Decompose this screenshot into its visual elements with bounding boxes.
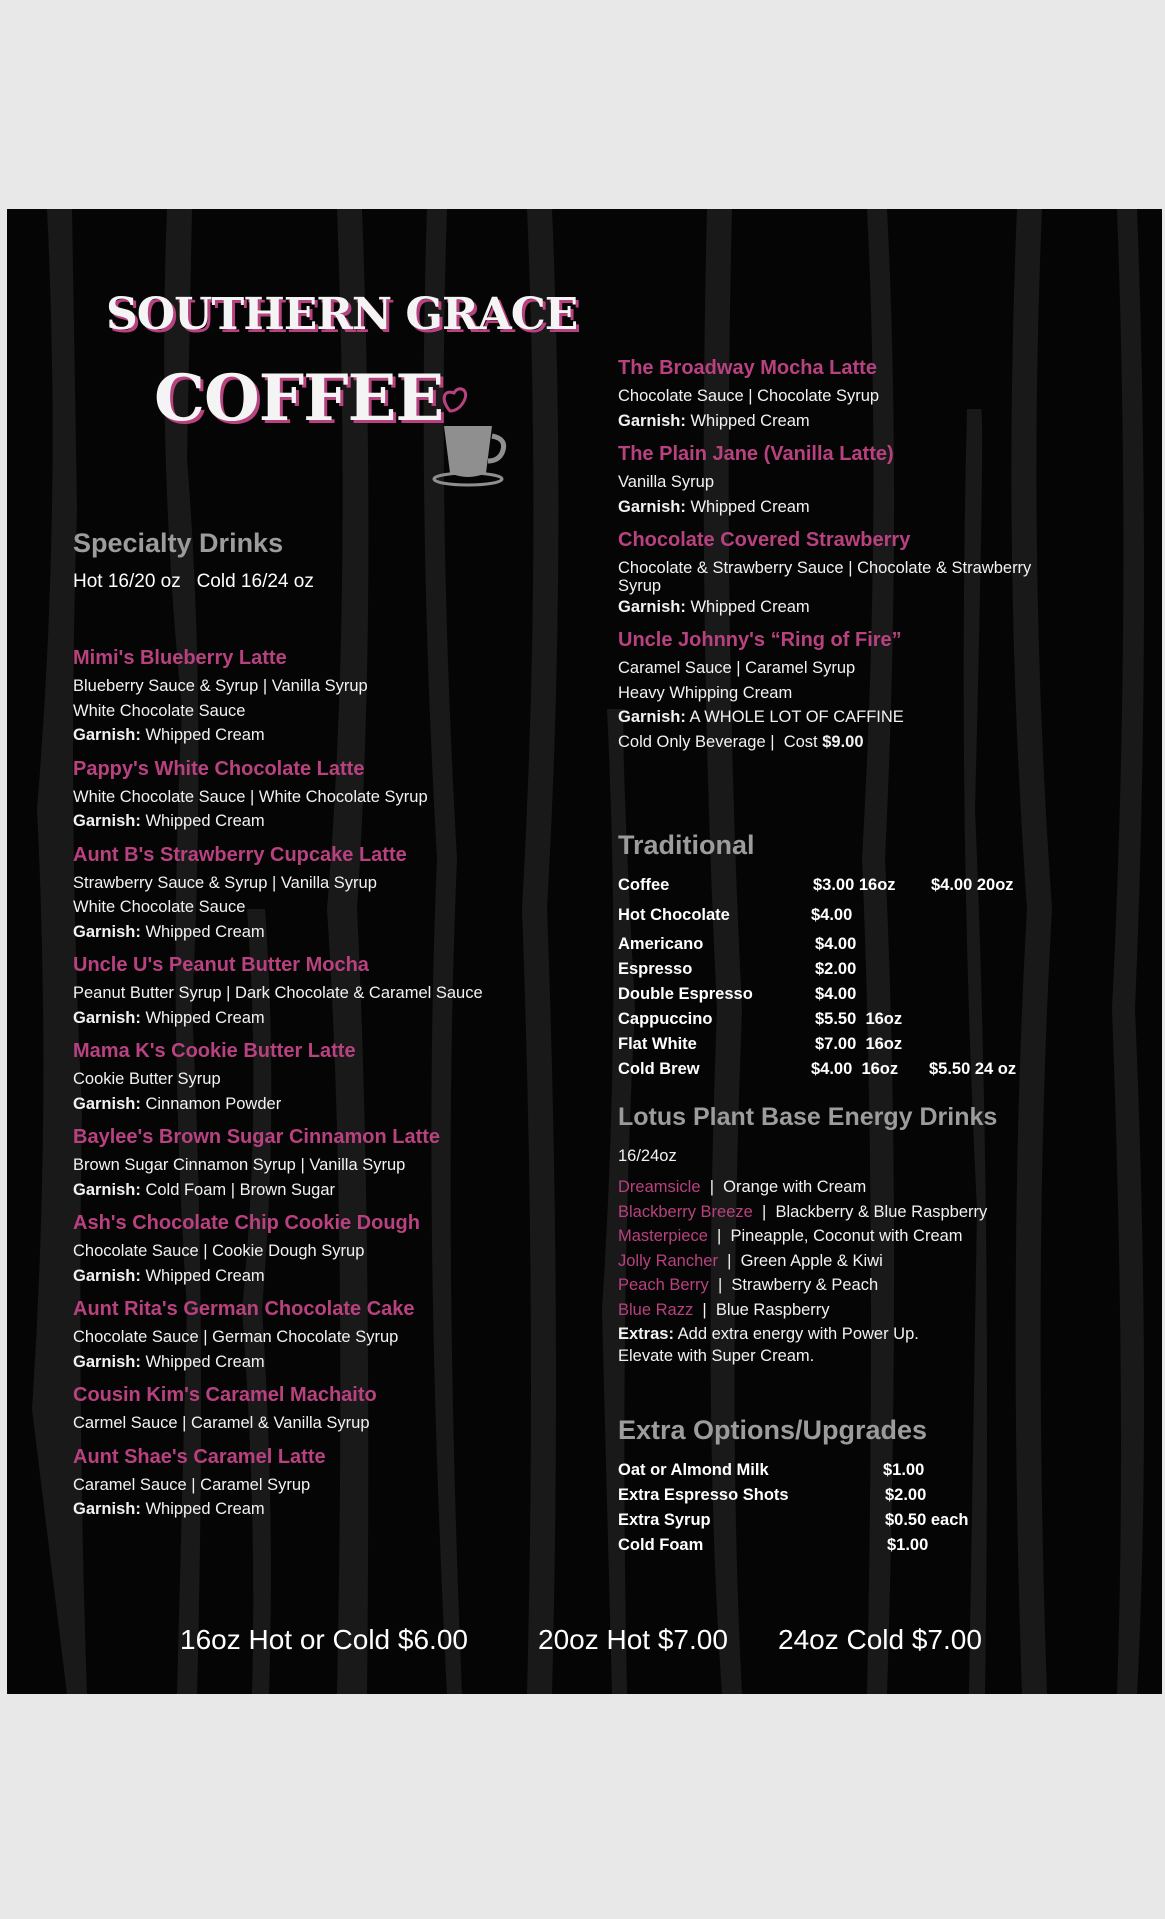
- traditional-title: Traditional: [618, 830, 755, 860]
- lotus-desc: Green Apple & Kiwi: [740, 1251, 883, 1270]
- option-name: Extra Syrup: [618, 1511, 711, 1529]
- extra-option-row: [618, 1459, 1138, 1481]
- drink-name: Mama K's Cookie Butter Latte: [73, 1040, 356, 1062]
- garnish-label: Garnish:: [618, 411, 686, 430]
- option-price: $2.00: [885, 1486, 927, 1504]
- lotus-desc: Blackberry & Blue Raspberry: [775, 1202, 988, 1221]
- lotus-name: Peach Berry: [618, 1276, 709, 1294]
- item-price: $4.00: [811, 906, 853, 924]
- note-text: Cold Only Beverage | Cost: [618, 732, 823, 751]
- drink-item: [73, 1445, 593, 1522]
- drink-name: The Broadway Mocha Latte: [618, 357, 877, 379]
- logo-line2: COFFEE: [154, 361, 444, 436]
- garnish-value: Whipped Cream: [145, 1266, 265, 1285]
- drink-name: Aunt Shae's Caramel Latte: [73, 1445, 326, 1468]
- lotus-desc: Orange with Cream: [723, 1178, 867, 1196]
- garnish-label: Garnish:: [73, 1094, 141, 1113]
- traditional-row: [618, 958, 1138, 980]
- traditional-row: [618, 1033, 1138, 1055]
- garnish-value: Whipped Cream: [145, 922, 265, 941]
- lotus-name: Blue Razz: [618, 1300, 694, 1319]
- drink-ingredients: Syrup: [618, 576, 662, 595]
- item-price: $4.00: [815, 985, 857, 1003]
- lotus-item: Peach Berry | Strawberry & Peach: [618, 1276, 879, 1294]
- drink-item: [73, 843, 593, 945]
- lotus-desc: Blue Raspberry: [715, 1300, 830, 1319]
- drink-item: [73, 1383, 593, 1436]
- extras-label: Extras:: [618, 1325, 674, 1343]
- option-name: Extra Espresso Shots: [618, 1486, 789, 1504]
- drink-ingredients: White Chocolate Sauce: [73, 701, 246, 720]
- garnish-value: A WHOLE LOT OF CAFFINE: [689, 708, 904, 726]
- drink-item: [73, 1211, 593, 1288]
- traditional-row: [618, 933, 1138, 955]
- garnish-label: Garnish:: [618, 597, 686, 616]
- option-price: $0.50 each: [885, 1511, 969, 1529]
- item-price: $7.00 16oz: [815, 1035, 903, 1053]
- drink-garnish: [618, 705, 1138, 730]
- drink-name: Cousin Kim's Caramel Machaito: [73, 1384, 377, 1406]
- lotus-item: Jolly Rancher | Green Apple & Kiwi: [618, 1251, 883, 1270]
- lotus-list: [618, 1175, 1138, 1365]
- drink-ingredients: Carmel Sauce | Caramel & Vanilla Syrup: [73, 1414, 370, 1432]
- drink-ingredients: Cookie Butter Syrup: [73, 1070, 221, 1088]
- garnish-value: Whipped Cream: [145, 1352, 265, 1371]
- lotus-name: Jolly Rancher: [618, 1251, 718, 1270]
- drink-name: Aunt B's Strawberry Cupcake Latte: [73, 843, 407, 866]
- lotus-name: Masterpiece: [618, 1227, 708, 1245]
- drink-garnish: [618, 409, 1138, 434]
- drink-name: Baylee's Brown Sugar Cinnamon Latte: [73, 1126, 441, 1148]
- drink-ingredients: Peanut Butter Syrup | Dark Chocolate & Caramel Sauce: [73, 984, 483, 1002]
- drink-item: [618, 356, 1138, 433]
- drink-item: [618, 628, 1138, 754]
- drink-garnish: [73, 723, 593, 748]
- specialty-title: Specialty Drinks: [73, 528, 284, 558]
- garnish-label: Garnish:: [73, 922, 141, 941]
- drink-garnish: [618, 495, 1138, 520]
- item-name: Hot Chocolate: [618, 906, 730, 924]
- option-price: $1.00: [883, 1461, 925, 1479]
- drink-item: [73, 1125, 593, 1202]
- logo: [94, 281, 578, 481]
- item-name: Americano: [618, 935, 704, 953]
- drink-name: Uncle Johnny's “Ring of Fire”: [618, 629, 902, 651]
- item-name: Flat White: [618, 1035, 697, 1053]
- drink-name: Mimi's Blueberry Latte: [73, 647, 287, 669]
- drink-name: The Plain Jane (Vanilla Latte): [618, 443, 894, 465]
- right-drink-list: [618, 356, 1138, 763]
- drink-garnish: [73, 1092, 593, 1117]
- garnish-label: Garnish:: [73, 1008, 141, 1027]
- lotus-title: Lotus Plant Base Energy Drinks: [618, 1103, 998, 1131]
- specialty-list: [73, 646, 593, 1531]
- footer-price-16oz: 16oz Hot or Cold $6.00: [180, 1624, 468, 1655]
- lotus-name: Blackberry Breeze: [618, 1202, 753, 1221]
- logo-line1: SOUTHERN GRACE: [106, 289, 578, 340]
- drink-item: [73, 757, 593, 834]
- note-price: $9.00: [822, 732, 864, 751]
- item-price: $4.00: [815, 935, 857, 953]
- drink-ingredients: White Chocolate Sauce: [73, 898, 246, 916]
- lotus-name: Dreamsicle: [618, 1178, 701, 1196]
- drink-ingredients: Caramel Sauce | Caramel Syrup: [73, 1475, 311, 1494]
- drink-item: [618, 528, 1138, 619]
- traditional-row: [618, 1008, 1138, 1030]
- garnish-label: Garnish:: [73, 1180, 141, 1199]
- garnish-label: Garnish:: [73, 726, 141, 744]
- drink-ingredients: White Chocolate Sauce | White Chocolate Syrup: [73, 787, 428, 806]
- garnish-value: Whipped Cream: [145, 726, 265, 744]
- lotus-item: Blackberry Breeze | Blackberry & Blue Raspberry: [618, 1202, 988, 1221]
- drink-item: [618, 442, 1138, 519]
- drink-ingredients: Blueberry Sauce & Syrup | Vanilla Syrup: [73, 677, 368, 695]
- item-price-alt: $4.00 20oz: [931, 876, 1014, 894]
- garnish-label: Garnish:: [73, 1500, 141, 1518]
- drink-name: Ash's Chocolate Chip Cookie Dough: [73, 1212, 420, 1234]
- garnish-label: Garnish:: [73, 1266, 141, 1285]
- garnish-value: Whipped Cream: [145, 812, 265, 830]
- extras-title: Extra Options/Upgrades: [618, 1415, 928, 1445]
- lotus-item: Masterpiece | Pineapple, Coconut with Cream: [618, 1227, 963, 1245]
- drink-item: [73, 1297, 593, 1374]
- garnish-value: Cold Foam | Brown Sugar: [145, 1180, 335, 1199]
- lotus-item: Dreamsicle | Orange with Cream: [618, 1178, 867, 1196]
- traditional-row: [618, 874, 1138, 896]
- garnish-label: Garnish:: [618, 497, 686, 516]
- drink-garnish: [73, 1006, 593, 1031]
- extra-option-row: [618, 1534, 1138, 1556]
- traditional-row: [618, 983, 1138, 1005]
- drink-note: [618, 730, 1138, 755]
- extra-option-row: [618, 1509, 1138, 1531]
- item-price: $4.00 16oz: [811, 1060, 899, 1078]
- drink-garnish: [73, 1264, 593, 1289]
- garnish-label: Garnish:: [618, 708, 686, 726]
- coffee-cup-icon: [422, 381, 512, 491]
- lotus-extras: [618, 1322, 1138, 1347]
- drink-garnish: [73, 1178, 593, 1203]
- garnish-value: Whipped Cream: [145, 1500, 265, 1518]
- garnish-value: Cinnamon Powder: [145, 1094, 282, 1113]
- extra-option-row: [618, 1484, 1138, 1506]
- specialty-sizes: Hot 16/20 oz Cold 16/24 oz: [73, 571, 314, 592]
- drink-ingredients: Vanilla Syrup: [618, 473, 714, 491]
- drink-ingredients: Chocolate Sauce | Chocolate Syrup: [618, 387, 880, 405]
- item-price: $2.00: [815, 960, 857, 978]
- item-name: Cappuccino: [618, 1010, 713, 1028]
- garnish-label: Garnish:: [73, 812, 141, 830]
- garnish-value: Whipped Cream: [690, 597, 810, 616]
- traditional-row: [618, 1058, 1138, 1080]
- drink-name: Uncle U's Peanut Butter Mocha: [73, 954, 369, 976]
- lotus-desc: Pineapple, Coconut with Cream: [730, 1227, 963, 1245]
- garnish-value: Whipped Cream: [145, 1008, 265, 1027]
- garnish-value: Whipped Cream: [690, 411, 810, 430]
- item-name: Espresso: [618, 960, 693, 978]
- drink-name: Chocolate Covered Strawberry: [618, 529, 911, 551]
- drink-ingredients: Chocolate Sauce | Cookie Dough Syrup: [73, 1242, 365, 1260]
- drink-garnish: [73, 1350, 593, 1375]
- drink-garnish: [73, 809, 593, 834]
- menu-board: [7, 209, 1162, 1694]
- drink-name: Aunt Rita's German Chocolate Cake: [73, 1298, 415, 1320]
- drink-ingredients: Chocolate Sauce | German Chocolate Syrup: [73, 1328, 399, 1346]
- item-name: Coffee: [618, 876, 670, 894]
- lotus-item: Blue Razz | Blue Raspberry: [618, 1300, 830, 1319]
- traditional-row: [618, 904, 1138, 926]
- footer-price-20oz: 20oz Hot $7.00: [538, 1624, 728, 1655]
- option-name: Oat or Almond Milk: [618, 1461, 769, 1479]
- item-price: $3.00 16oz: [813, 876, 896, 894]
- drink-garnish: [618, 595, 1138, 620]
- drink-item: [73, 953, 593, 1030]
- drink-ingredients: Brown Sugar Cinnamon Syrup | Vanilla Syrup: [73, 1156, 406, 1174]
- drink-garnish: [73, 1497, 593, 1522]
- extras-text: Add extra energy with Power Up.: [677, 1325, 919, 1343]
- footer-price-24oz: 24oz Cold $7.00: [778, 1624, 982, 1655]
- option-name: Cold Foam: [618, 1536, 704, 1554]
- drink-item: [73, 1039, 593, 1116]
- item-name: Cold Brew: [618, 1060, 700, 1078]
- drink-ingredients: Strawberry Sauce & Syrup | Vanilla Syrup: [73, 873, 377, 892]
- drink-ingredients: Caramel Sauce | Caramel Syrup: [618, 659, 856, 677]
- drink-ingredients: Heavy Whipping Cream: [618, 683, 793, 702]
- lotus-sizes: 16/24oz: [618, 1147, 677, 1165]
- extras-text-2: Elevate with Super Cream.: [618, 1346, 815, 1365]
- drink-name: Pappy's White Chocolate Latte: [73, 757, 365, 780]
- drink-garnish: [73, 920, 593, 945]
- garnish-label: Garnish:: [73, 1352, 141, 1371]
- drink-ingredients: Chocolate & Strawberry Sauce | Chocolate & Strawberry: [618, 559, 1032, 577]
- item-name: Double Espresso: [618, 985, 753, 1003]
- item-price-alt: $5.50 24 oz: [929, 1060, 1017, 1078]
- drink-item: [73, 646, 593, 748]
- item-price: $5.50 16oz: [815, 1010, 903, 1028]
- garnish-value: Whipped Cream: [690, 497, 810, 516]
- lotus-desc: Strawberry & Peach: [731, 1276, 879, 1294]
- option-price: $1.00: [887, 1536, 929, 1554]
